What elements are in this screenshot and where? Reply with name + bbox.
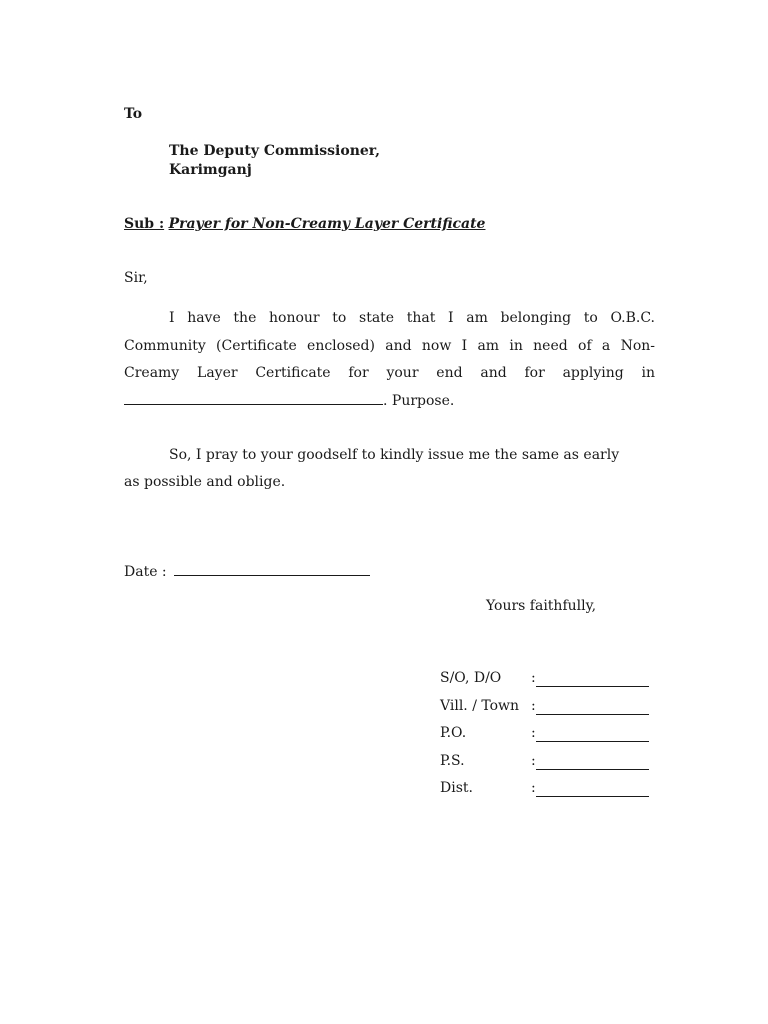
paragraph-1-line-purpose [124,388,655,416]
to-label: To [124,106,143,122]
recipient-location: Karimganj [169,162,252,178]
closing: Yours faithfully, [486,598,597,614]
signature-field-row [440,753,652,781]
signature-field-blank[interactable] [536,796,649,797]
signature-field-row [440,725,652,753]
signature-fields [440,670,652,808]
recipient-block [169,142,380,180]
signature-field-blank[interactable] [536,741,649,742]
signature-field-label: P.O. [440,725,467,741]
date-blank-field[interactable] [174,561,370,576]
subject-text: Prayer for Non-Creamy Layer Certificate [168,216,486,232]
signature-field-colon: : [531,670,536,686]
signature-field-row [440,780,652,808]
signature-field-colon: : [531,725,536,741]
body-paragraph-1 [124,305,655,415]
purpose-suffix: . Purpose. [383,392,455,409]
salutation: Sir, [124,270,148,286]
signature-field-blank[interactable] [536,714,649,715]
purpose-blank-field[interactable] [124,390,383,405]
signature-field-row [440,698,652,726]
paragraph-1-line: I have the honour to state that I am belonging to O.B.C. [169,310,655,326]
paragraph-1-line: Community (Certificate enclosed) and now I am in need of a Non- [124,337,655,354]
subject-line [124,216,485,232]
recipient-title: The Deputy Commissioner, [169,143,381,159]
signature-field-colon: : [531,780,536,796]
signature-field-label: Dist. [440,780,473,796]
signature-field-colon: : [531,752,536,769]
paragraph-2-line: as possible and oblige. [124,474,286,490]
signature-field-label: P.S. [440,752,465,769]
signature-field-colon: : [531,697,536,714]
signature-field-row [440,670,652,698]
signature-field-label: S/O, D/O [440,670,502,686]
paragraph-2-line: So, I pray to your goodself to kindly issue me the same as early [169,447,620,463]
paragraph-1-line: Creamy Layer Certificate for your end and for applying in [124,365,655,381]
signature-field-label: Vill. / Town [440,697,520,714]
date-line [124,561,370,580]
subject-label: Sub : [124,216,165,232]
body-paragraph-2 [124,442,655,496]
date-label: Date : [124,564,167,580]
signature-field-blank[interactable] [536,769,649,770]
signature-field-blank[interactable] [536,686,649,687]
